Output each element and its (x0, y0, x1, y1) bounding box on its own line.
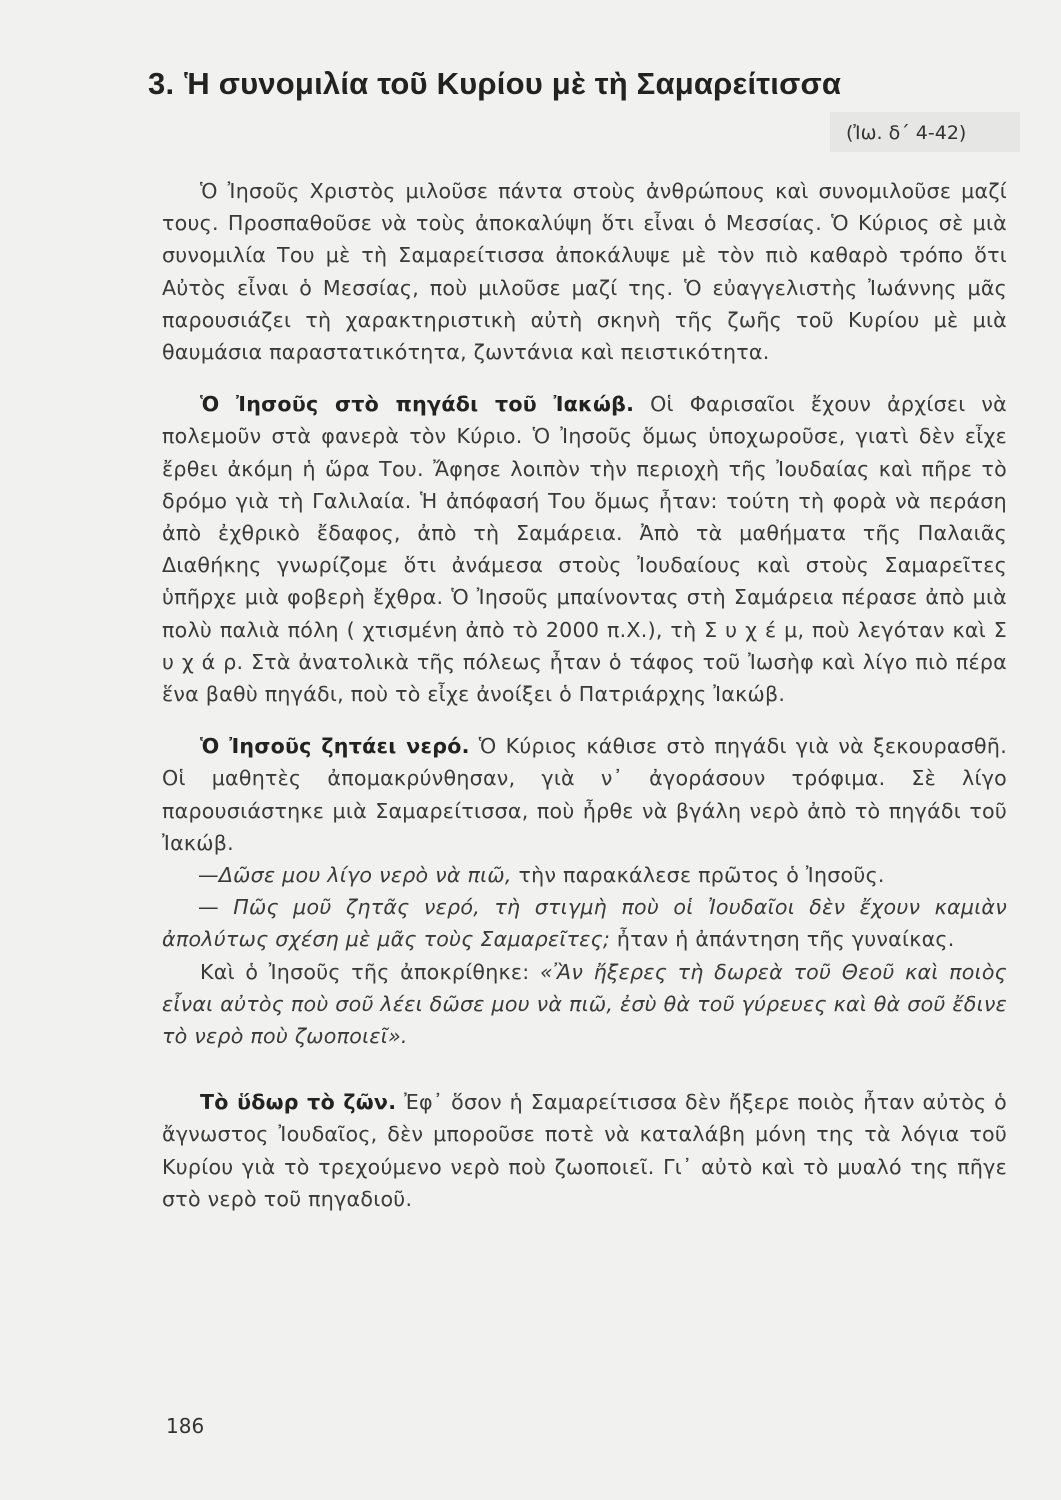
dialogue-line: —Δῶσε μου λίγο νερὸ νὰ πιῶ, τὴν παρακάλεσε πρῶτος ὁ Ἰησοῦς. (198, 863, 885, 888)
chapter-title-text: Ἡ συνομιλία τοῦ Κυρίου μὲ τὴ Σαμαρείτισσα (184, 66, 842, 101)
body-text (162, 175, 1007, 1215)
chapter-number: 3. (148, 66, 175, 101)
paragraph-lead: Ὁ Ἰησοῦς ζητάει νερό. (200, 734, 470, 759)
scripture-reference: (Ἰω. δ΄ 4-42) (846, 122, 967, 144)
paragraph-well: Ὁ Ἰησοῦς στὸ πηγάδι τοῦ Ἰακώβ. Οἱ Φαρισαῖοι ἔχουν ἀρχίσει νὰ πολεμοῦν στὰ φανερὰ τὸν Κύριο. Ὁ Ἰησοῦς ὅμως ὑποχωροῦσε, γιατὶ δὲν εἶχε ἔρθει ἀκόμη ἡ ὥρα Του. Ἄφησε λοιπὸν τὴν περιοχὴ τῆς Ἰουδαίας καὶ πῆρε τὸ δρόμο γιὰ τὴ Γαλιλαία. Ἡ ἀπόφασή Του ὅμως ἦταν: τούτη τὴ φορὰ νὰ περάση ἀπὸ ἐχθρικὸ ἔδαφος, ἀπὸ τὴ Σαμάρεια. Ἀπὸ τὰ μαθήματα τῆς Παλαιᾶς Διαθήκης γνωρίζομε ὅτι ἀνάμεσα στοὺς Ἰουδαίους καὶ στοὺς Σαμαρεῖτες ὑπῆρχε μιὰ φοβερὴ ἔχθρα. Ὁ Ἰησοῦς μπαίνοντας στὴ Σαμάρεια πέρασε ἀπὸ μιὰ πολὺ παλιὰ πόλη ( χτισμένη ἀπὸ τὸ 2000 π.Χ.), τὴ Σ υ χ έ μ, ποὺ λεγόταν καὶ Σ υ χ ά ρ. Στὰ ἀνατολικὰ τῆς πόλεως ἦταν ὁ τάφος τοῦ Ἰωσὴφ καὶ λίγο πιὸ πέρα ἕνα βαθὺ πηγάδι, ποὺ τὸ εἶχε ἀνοίξει ὁ Πατριάρχης Ἰακώβ. (162, 392, 1008, 707)
dialogue-line: — Πῶς μοῦ ζητᾶς νερό, τὴ στιγμὴ ποὺ οἱ Ἰουδαῖοι δὲν ἔχουν καμιὰν ἀπολύτως σχέση μὲ μᾶς τοὺς Σαμαρεῖτες; ἦταν ἡ ἀπάντηση τῆς γυναίκας. (162, 895, 1007, 952)
paragraph-lead: Τὸ ὕδωρ τὸ ζῶν. (200, 1090, 397, 1115)
chapter-title (148, 66, 841, 102)
paragraph-intro: Ὁ Ἰησοῦς Χριστὸς μιλοῦσε πάντα στοὺς ἀνθρώπους καὶ συνομιλοῦσε μαζί τους. Προσπαθοῦσε νὰ τοὺς ἀποκαλύψη ὅτι εἶναι ὁ Μεσσίας. Ὁ Κύριος σὲ μιὰ συνομιλία Του μὲ τὴ Σαμαρείτισσα ἀποκάλυψε μὲ τὸν πιὸ καθαρὸ τρόπο ὅτι Αὐτὸς εἶναι ὁ Μεσσίας, ποὺ μιλοῦσε μαζί της. Ὁ εὐαγγελιστὴς Ἰωάννης μᾶς παρουσιάζει τὴ χαρακτηριστικὴ αὐτὴ σκηνὴ τῆς ζωῆς τοῦ Κυρίου μὲ μιὰ θαυμάσια παραστατικότητα, ζωντάνια καὶ πειστικότητα. (162, 179, 1007, 365)
paragraph-water: Ὁ Ἰησοῦς ζητάει νερό. Ὁ Κύριος κάθισε στὸ πηγάδι γιὰ νὰ ξεκουρασθῆ. Οἱ μαθητὲς ἀπομακρύνθησαν, γιὰ ν᾿ ἀγοράσουν τρόφιμα. Σὲ λίγο παρουσιάστηκε μιὰ Σαμαρείτισσα, ποὺ ἦρθε νὰ βγάλη νερὸ ἀπὸ τὸ πηγάδι τοῦ Ἰακώβ. (162, 734, 1007, 855)
paragraph-living-water: Τὸ ὕδωρ τὸ ζῶν. Ἐφ᾿ ὅσον ἡ Σαμαρείτισσα δὲν ἤξερε ποιὸς ἦταν αὐτὸς ὁ ἄγνωστος Ἰουδαῖος, δὲν μποροῦσε ποτὲ νὰ καταλάβη μόνη της τὰ λόγια τοῦ Κυρίου γιὰ τὸ τρεχούμενο νερὸ ποὺ ζωοποιεῖ. Γι᾿ αὐτὸ καὶ τὸ μυαλό της πῆγε στὸ νερὸ τοῦ πηγαδιοῦ. (162, 1090, 1008, 1211)
page-number: 186 (166, 1414, 205, 1438)
paragraph-answer: Καὶ ὁ Ἰησοῦς τῆς ἀποκρίθηκε: «Ἂν ἤξερες τὴ δωρεὰ τοῦ Θεοῦ καὶ ποιὸς εἶναι αὐτὸς ποὺ σοῦ λέει δῶσε μου νὰ πιῶ, ἐσὺ θὰ τοῦ γύρευες καὶ θὰ σοῦ ἔδινε τὸ νερὸ ποὺ ζωοποιεῖ». (162, 959, 1008, 1049)
paragraph-lead: Ὁ Ἰησοῦς στὸ πηγάδι τοῦ Ἰακώβ. (200, 392, 635, 417)
